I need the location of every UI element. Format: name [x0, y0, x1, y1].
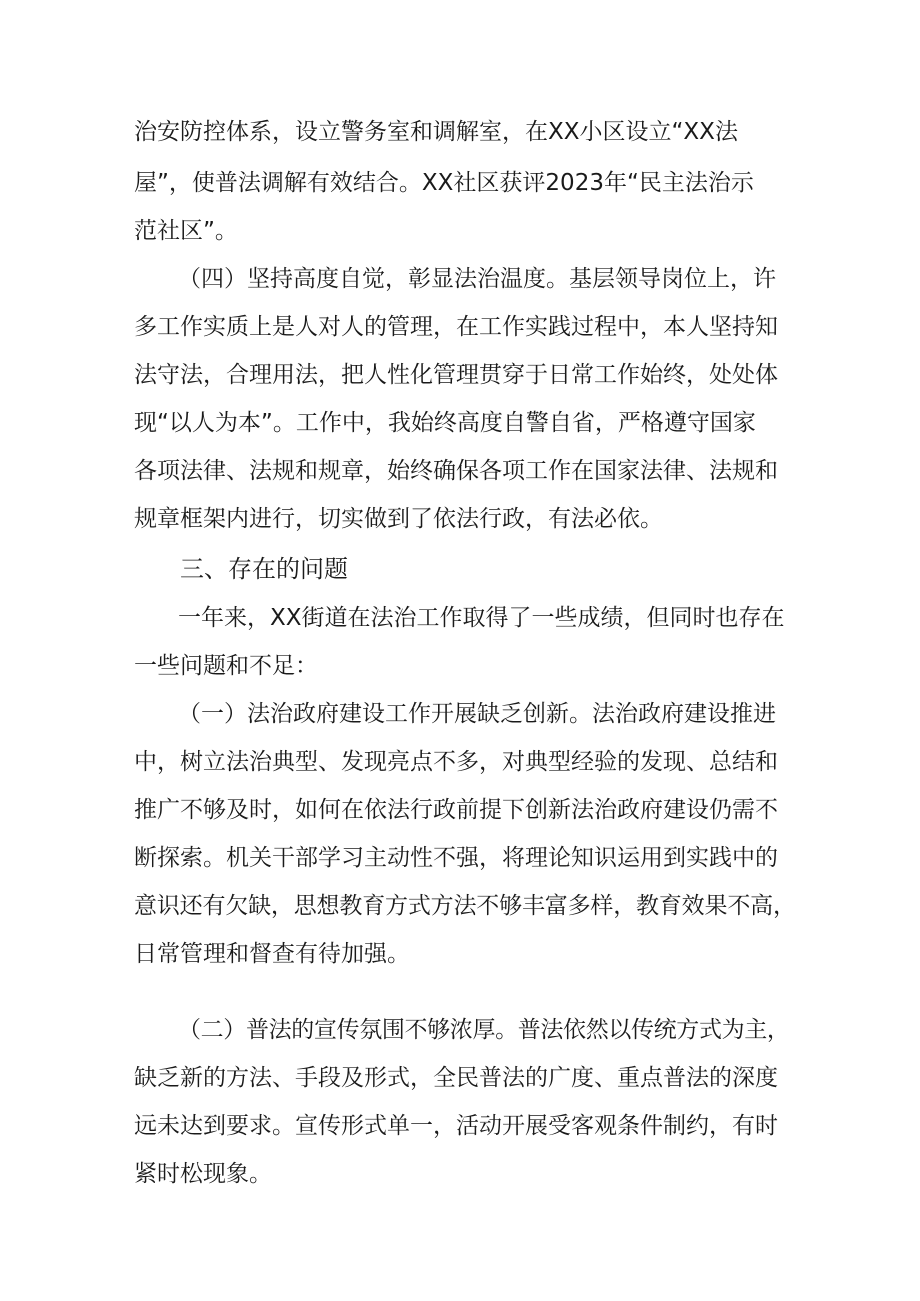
text-line: 各项法律、法规和规章，始终确保各项工作在国家法律、法规和 — [134, 458, 778, 484]
text-line: 缺乏新的方法、手段及形式，全民普法的广度、重点普法的深度 — [134, 1065, 778, 1091]
text-line: （四）坚持高度自觉，彰显法治温度。基层领导岗位上，许 — [178, 266, 776, 292]
text-line: 治安防控体系，设立警务室和调解室，在XX小区设立“XX法 — [134, 119, 738, 145]
text-line: 断探索。机关干部学习主动性不强，将理论知识运用到实践中的 — [134, 845, 778, 871]
text-line: 中，树立法治典型、发现亮点不多，对典型经验的发现、总结和 — [134, 749, 778, 775]
text-line: 规章框架内进行，切实做到了依法行政，有法必依。 — [134, 506, 663, 532]
text-line: 紧时松现象。 — [134, 1161, 272, 1187]
text-line: 一些问题和不足： — [134, 653, 318, 679]
text-line: 一年来，XX街道在法治工作取得了一些成绩，但同时也存在 — [178, 605, 785, 631]
text-line: 日常管理和督查有待加强。 — [134, 941, 410, 967]
text-line: （一）法治政府建设工作开展缺乏创新。法治政府建设推进 — [178, 701, 776, 727]
text-line: 远未达到要求。宣传形式单一，活动开展受客观条件制约，有时 — [134, 1113, 778, 1139]
text-line: 多工作实质上是人对人的管理，在工作实践过程中，本人坚持知 — [134, 314, 778, 340]
text-line: （二）普法的宣传氛围不够浓厚。普法依然以传统方式为主， — [178, 1017, 790, 1043]
text-line: 屋”，使普法调解有效结合。XX社区获评2023年“民主法治示 — [134, 170, 754, 196]
text-line: 法守法，合理用法，把人性化管理贯穿于日常工作始终，处处体 — [134, 362, 778, 388]
section-heading: 三、存在的问题 — [180, 555, 348, 583]
text-line: 意识还有欠缺，思想教育方式方法不够丰富多样，教育效果不高， — [134, 893, 796, 919]
text-line: 推广不够及时，如何在依法行政前提下创新法治政府建设仍需不 — [134, 797, 778, 823]
text-line: 范社区”。 — [134, 218, 238, 244]
text-line: 现“以人为本”。工作中，我始终高度自警自省，严格遵守国家 — [134, 410, 756, 436]
